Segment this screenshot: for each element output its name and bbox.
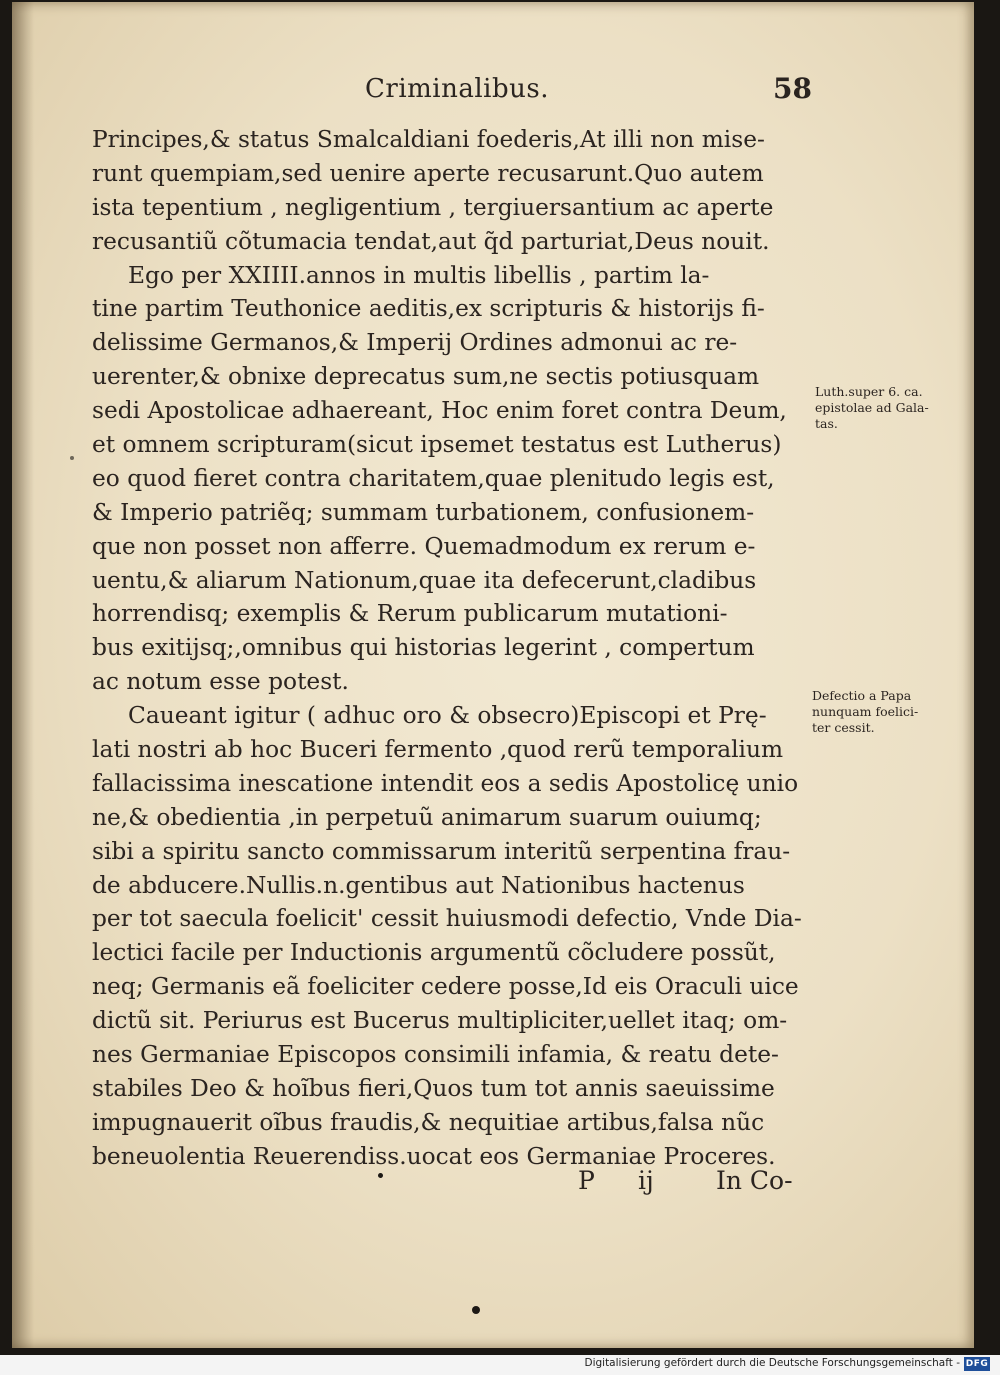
text-line: ista tepentium , negligentium , tergiuersantium ac aperte [92, 193, 774, 221]
margin-note-line: nunquam foelici- [812, 704, 919, 719]
digitization-credit: Digitalisierung gefördert durch die Deutsche Forschungsgemeinschaft - [584, 1357, 960, 1369]
dfg-logo-icon: DFG [965, 1359, 989, 1369]
text-line: per tot saecula foelicit' cessit huiusmodi defectio, Vnde Dia- [92, 905, 802, 933]
catchword: In Co- [716, 1166, 793, 1195]
signature-numeral: ij [638, 1166, 654, 1195]
text-line: tine partim Teuthonice aeditis,ex scripturis & historijs fi- [92, 295, 765, 323]
text-line: bus exitijsq;,omnibus qui historias legerint , compertum [92, 634, 755, 662]
text-line: beneuolentia Reuerendiss.uocat eos Germaniae Proceres. [92, 1142, 776, 1170]
text-line: neq; Germanis eã foeliciter cedere posse,Id eis Oraculi uice [92, 973, 799, 1001]
signature-line [570, 1166, 810, 1200]
margin-note-defectio [812, 688, 918, 736]
margin-note-line: tas. [815, 416, 838, 431]
text-line: ac notum esse potest. [92, 668, 349, 696]
signature-letter: P [578, 1166, 595, 1195]
text-line: impugnauerit oĩbus fraudis,& nequitiae artibus,falsa nũc [92, 1108, 765, 1136]
margin-note-line: Defectio a Papa [812, 688, 912, 703]
ink-speck [378, 1173, 383, 1178]
text-line: sedi Apostolicae adhaereant, Hoc enim foret contra Deum, [92, 397, 787, 425]
text-line: uerenter,& obnixe deprecatus sum,ne sectis potiusquam [92, 363, 760, 391]
text-line: recusantiũ cõtumacia tendat,aut q̃d parturiat,Deus nouit. [92, 227, 770, 255]
text-line: de abducere.Nullis.n.gentibus aut Nationibus hactenus [92, 871, 745, 899]
ink-speck [70, 456, 74, 460]
text-line: que non posset non afferre. Quemadmodum ex rerum e- [92, 532, 756, 560]
text-line: stabiles Deo & hoĩbus fieri,Quos tum tot annis saeuissime [92, 1074, 775, 1102]
text-line: horrendisq; exemplis & Rerum publicarum mutationi- [92, 600, 728, 628]
margin-note-line: ter cessit. [812, 720, 875, 735]
text-line: Principes,& status Smalcaldiani foederis,At illi non mise- [92, 126, 765, 153]
text-line: fallacissima inescatione intendit eos a sedis Apostolicę unio [92, 769, 799, 797]
text-line: Caueant igitur ( adhuc oro & obsecro)Episcopi et Prę- [128, 702, 767, 730]
text-line: sibi a spiritu sancto commissarum interitũ serpentina frau- [92, 837, 791, 865]
text-line: runt quempiam,sed uenire aperte recusarunt.Quo autem [92, 159, 764, 187]
page-number: 58 [773, 72, 812, 105]
text-line: dictũ sit. Periurus est Bucerus multipliciter,uellet itaq; om- [92, 1007, 788, 1035]
running-head: Criminalibus. [365, 74, 549, 104]
text-line: & Imperio patriẽq; summam turbationem, confusionem- [92, 498, 755, 526]
text-line: lati nostri ab hoc Buceri fermento ,quod rerũ temporalium [92, 736, 784, 764]
text-line: uentu,& aliarum Nationum,quae ita defecerunt,cladibus [92, 566, 757, 594]
text-line: nes Germaniae Episcopos consimili infamia, & reatu dete- [92, 1041, 779, 1069]
margin-note-luther [815, 384, 929, 432]
text-line: delissime Germanos,& Imperij Ordines admonui ac re- [92, 329, 738, 357]
page-header [90, 70, 820, 110]
text-line: et omnem scripturam(sicut ipsemet testatus est Lutherus) [92, 431, 782, 459]
text-line: eo quod fieret contra charitatem,quae plenitudo legis est, [92, 464, 775, 492]
page-gutter-shadow [12, 2, 34, 1348]
footer-bar [0, 1355, 1000, 1375]
text-line: Ego per XXIIII.annos in multis libellis , partim la- [128, 261, 710, 289]
main-text-block [92, 123, 812, 1174]
ink-speck [472, 1306, 480, 1314]
text-line: ne,& obedientia ,in perpetuũ animarum suarum ouiumq; [92, 803, 762, 831]
margin-note-line: Luth.super 6. ca. [815, 384, 923, 399]
text-line: lectici facile per Inductionis argumentũ cõcludere possũt, [92, 939, 776, 967]
margin-note-line: epistolae ad Gala- [815, 400, 929, 415]
